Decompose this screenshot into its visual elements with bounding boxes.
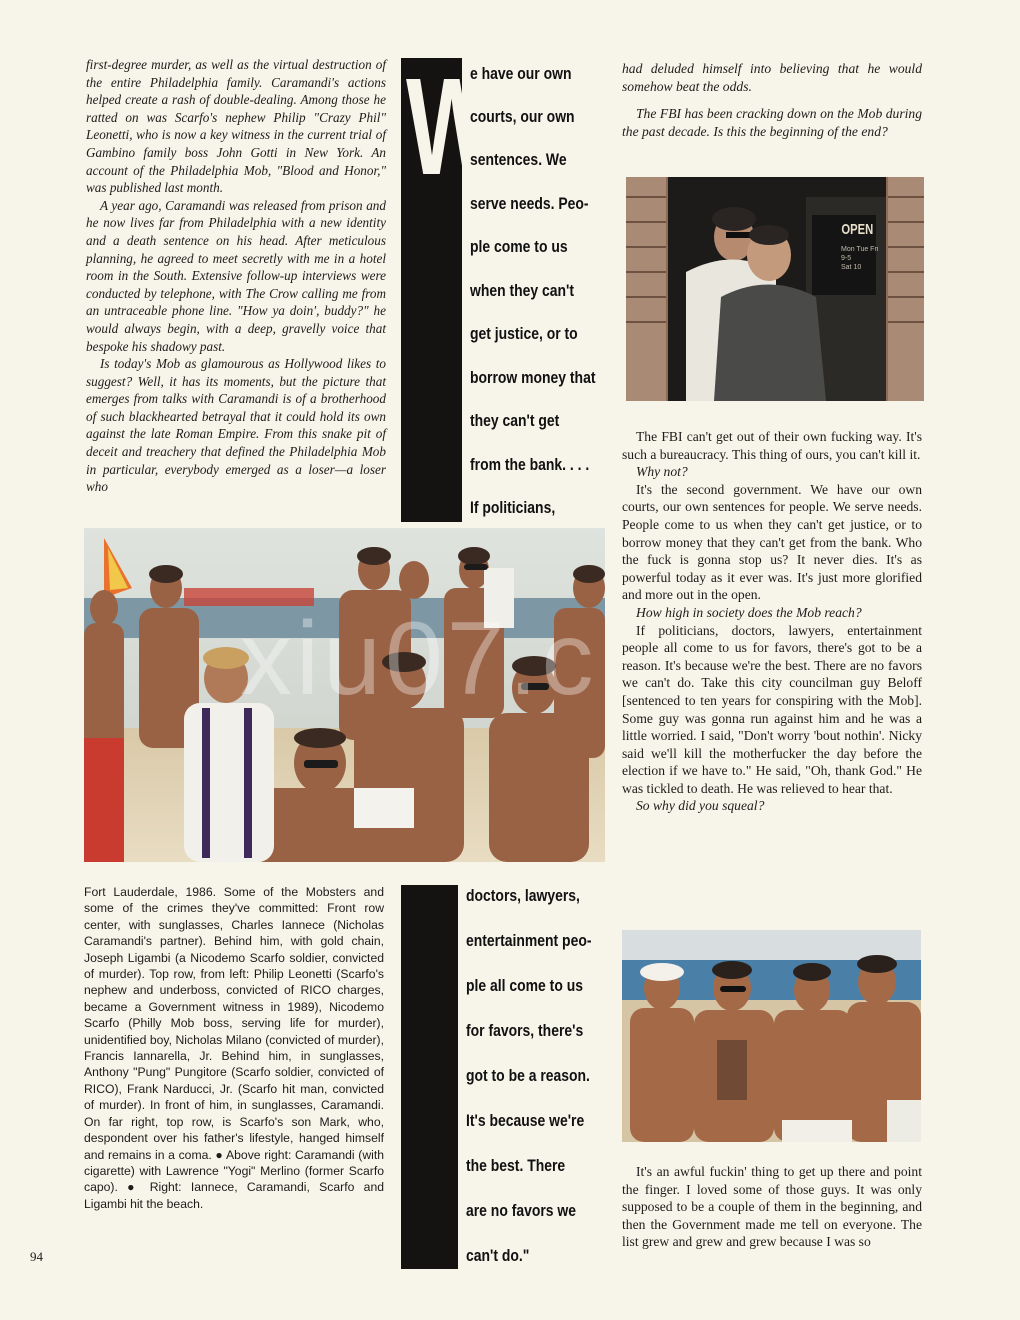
question: So why did you squeal? [636, 798, 765, 814]
pullquote-line: the best. There [466, 1156, 566, 1175]
pullquote-line: ple come to us [470, 237, 568, 256]
pullquote-line: If politicians, [470, 498, 556, 517]
pullquote-line: from the bank. . . . [470, 455, 590, 474]
four-men-beach-photo-art [622, 930, 921, 1142]
pullquote-bottom [466, 886, 601, 1276]
pullquote-line: for favors, there's [466, 1021, 584, 1040]
intro-paragraph: A year ago, Caramandi was released from prison and he now lives far from Philadelphia with a new identity and a death sentence on his head. After meticulous planning, he agreed to meet secretly with me in a hotel room in the South. Extensive follow-up interviews were conducted by telephone, with The Crow calling me from an untraceable phone line. "How ya doin', buddy?" he would always begin, with a deep, gravelly voice that bespoke his shadowy past. [86, 197, 386, 354]
store-hours: Mon Tue Fri 9-5 Sat 10 [841, 246, 879, 271]
pullquote-line: courts, our own [470, 107, 575, 126]
pullquote-line: entertainment peo- [466, 931, 592, 950]
watermark: xiu07.c [240, 601, 598, 717]
pullquote-line: serve needs. Peo- [470, 194, 589, 213]
pullquote-line: got to be a reason. [466, 1066, 590, 1085]
interview-top [622, 60, 922, 140]
answer: It's an awful fuckin' thing to get up there and point the finger. I loved some of those guys. It was only supposed to be a couple of them in the beginning, and then the Government made me tell on everyone. The list grew and grew and grew because I was so [622, 1164, 922, 1250]
question: How high in society does the Mob reach? [636, 604, 862, 620]
pullquote-line: doctors, lawyers, [466, 886, 580, 905]
photo-caption: Fort Lauderdale, 1986. Some of the Mobsters and some of the crimes they've committed: Front row center, with sunglasses, Charles Iannece (Nicholas Caramandi's partner). Behind him, with gold chain, Joseph Ligambi (a Nicodemo Scarfo soldier, convicted of murder). Top row, from left: Philip Leonetti (Scarfo's nephew and underboss, convicted of RICO charges, became a Government witness in 1989), Nicodemo Scarfo (Philly Mob boss, serving life for murder), unidentified boy, Nicholas Milano (convicted of murder), Francis Iannarella, Jr. Behind him, in sunglasses, Anthony "Pung" Pungitore (Scarfo soldier, convicted of RICO), Frank Narducci, Jr. (Scarfo hit man, convicted of murder). In front of him, in sunglasses, Caramandi. On far right, top row, is Scarfo's son Mark, who, despondent over his father's lifestyle, hanged himself and remains in a coma. ● Above right: Caramandi (with cigarette) with Lawrence "Yogi" Merlino (former Scarfo capo). ● Right: Iannece, Caramandi, Scarfo and Ligambi hit the beach. [84, 885, 384, 1211]
open-sign: OPEN [841, 221, 874, 238]
intro-text [86, 56, 386, 496]
answer: The FBI can't get out of their own fucking way. It's such a bureaucracy. This thing of ours, you can't kill it. [622, 429, 922, 462]
pullquote-line: ple all come to us [466, 976, 583, 995]
pullquote-line: e have our own [470, 64, 572, 83]
pullquote-line: It's because we're [466, 1111, 585, 1130]
pullquote-line: they can't get [470, 411, 560, 430]
pullquote-line: sentences. We [470, 150, 567, 169]
interview-middle [622, 428, 922, 815]
pullquote-line: when they can't [470, 281, 575, 300]
answer: It's the second government. We have our own courts, our own sentences for people. We serve needs. People come to us when they can't get justice, or to borrow money that they can't get from the bank. Who the fuck is gonna stop us? It never dies. It's as powerful today as it ever was. It's just more glorified and more out in the open. [622, 481, 922, 603]
intro-paragraph: first-degree murder, as well as the virtual destruction of the entire Philadelphia family. Caramandi's actions helped create a rash of double-dealing. Among those he ratted on was Scarfo's nephew Philip "Crazy Phil" Leonetti, who is now a key witness in the current trial of Gambino family boss John Gotti in New York. An account of the Philadelphia Mob, "Blood and Honor," was published last month. [86, 57, 386, 196]
caramandi-merlino-photo [626, 177, 924, 401]
pullquote-bar-bottom [401, 885, 458, 1269]
intro-lead: had deluded himself into believing that he would somehow beat the odds. [622, 61, 922, 94]
pullquote-line: get justice, or to [470, 324, 578, 343]
pullquote-dropcap: W [406, 50, 498, 204]
pullquote-top [470, 64, 605, 524]
question: Why not? [636, 464, 688, 480]
pullquote-line: are no favors we [466, 1201, 577, 1220]
four-men-beach-photo [622, 930, 921, 1142]
caramandi-merlino-photo-art [626, 177, 924, 401]
page-number: 94 [30, 1249, 43, 1264]
question: The FBI has been cracking down on the Mob during the past decade. Is this the beginning of the end? [622, 106, 922, 139]
pullquote-line: can't do." [466, 1246, 530, 1265]
answer: If politicians, doctors, lawyers, entertainment people all come to us for favors, there's got to be a reason. It's because we're the best. There are no favors we can't do. Take this city councilman guy Beloff [sentenced to ten years for conspiring with the Mob]. Some guy was gonna run against him and he was a little worried. I said, "Don't worry 'bout nothin'. Nicky said we'll kill the motherfucker the day before the election if we have to." He said, "Oh, thank God." He was tickled to death. He was relieved to hear that. [622, 622, 922, 796]
intro-paragraph: Is today's Mob as glamourous as Hollywood likes to suggest? Well, it has its moments, but the picture that emerges from talks with Caramandi is of a brotherhood of such blackhearted betrayal that it could hold its own against the late Roman Empire. From this snake pit of deceit and treachery that defined the Philadelphia Mob in particular, everybody emerged as a loser—a loser who [86, 356, 386, 495]
interview-bottom [622, 1163, 922, 1251]
pullquote-line: borrow money that [470, 368, 596, 387]
